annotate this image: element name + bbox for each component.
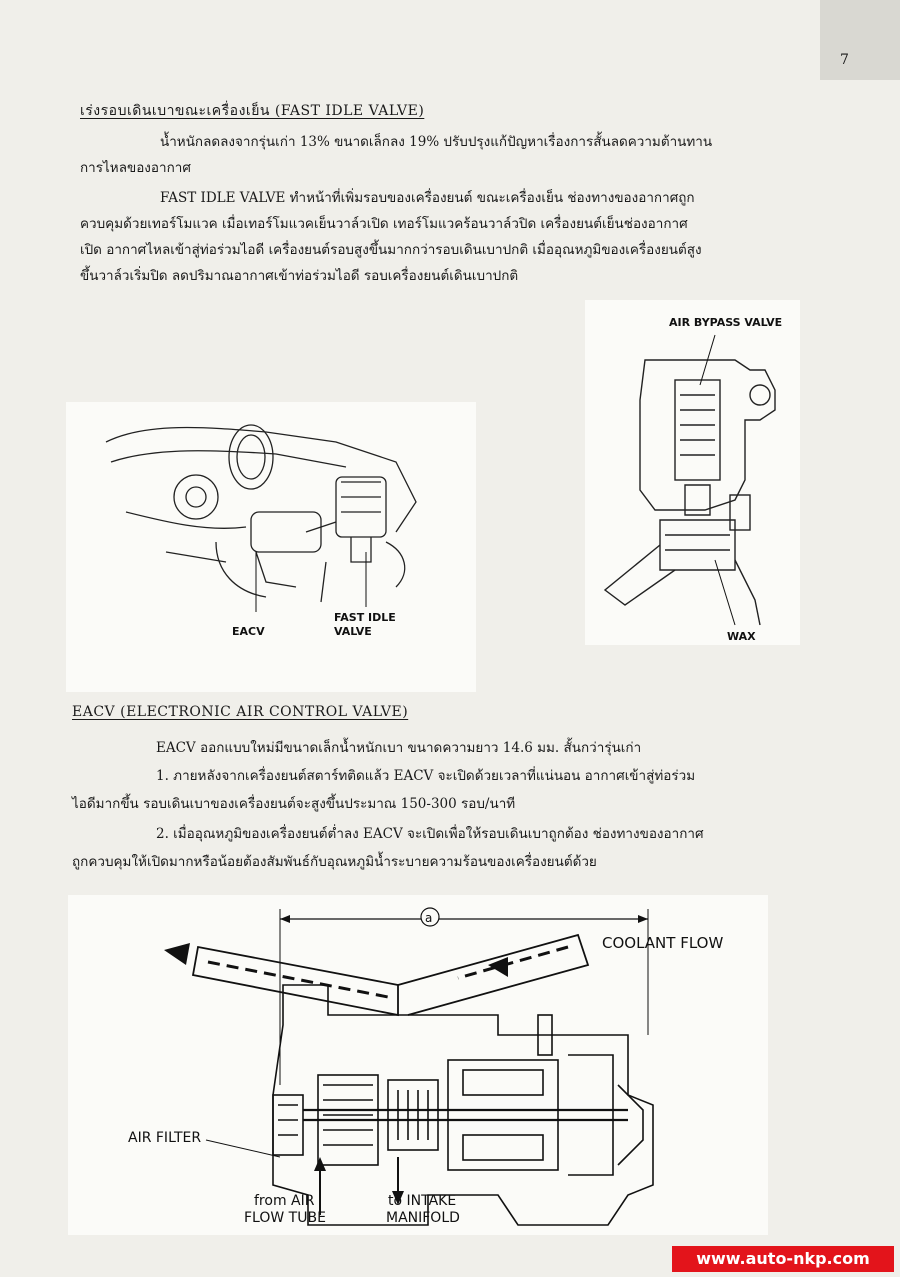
eacv-cross-section-figure — [68, 895, 768, 1235]
air-bypass-valve-figure — [585, 300, 800, 645]
eacv-label: EACV — [232, 625, 265, 638]
fast-idle-line-1: น้ำหนักลดลงจากรุ่นเก่า 13% ขนาดเล็กลง 19% ปรับปรุงแก้ปัญหาเรื่องการสั้นลดความต้านทาน — [160, 134, 713, 150]
eacv-line-2: 1. ภายหลังจากเครื่องยนต์สตาร์ทติดแล้ว EACV จะเปิดด้วยเวลาที่แน่นอน อากาศเข้าสู่ท่อร่วม — [156, 768, 696, 784]
to-intake-label-2: MANIFOLD — [386, 1210, 460, 1226]
air-bypass-label: AIR BYPASS VALVE — [669, 316, 783, 329]
eacv-line-4: 2. เมื่ออุณหภูมิของเครื่องยนต์ต่ำลง EACV จะเปิดเพื่อให้รอบเดินเบาถูกต้อง ช่องทางของอากาศ — [156, 826, 704, 842]
air-bypass-valve-drawing — [585, 300, 800, 645]
fast-idle-label-1: FAST IDLE — [334, 611, 396, 624]
eacv-cross-section-drawing — [68, 895, 768, 1235]
fast-idle-line-2: การไหลของอากาศ — [80, 160, 191, 176]
fast-idle-line-4: ควบคุมด้วยเทอร์โมแวค เมื่อเทอร์โมแวคเย็นวาล์วเปิด เทอร์โมแวคร้อนวาล์วปิด เครื่องยนต์เย็นช่องอากาศ — [80, 216, 688, 232]
eacv-heading: EACV (ELECTRONIC AIR CONTROL VALVE) — [72, 704, 409, 720]
from-air-label-1: from AIR — [254, 1193, 315, 1209]
fast-idle-line-5: เปิด อากาศไหลเข้าสู่ท่อร่วมไอดี เครื่องยนต์รอบสูงขึ้นมากกว่ารอบเดินเบาปกติ เมื่ออุณหภูมิของเครื่องยนต์สูง — [80, 242, 702, 258]
coolant-out-arrow — [164, 943, 190, 965]
eacv-line-3: ไอดีมากขึ้น รอบเดินเบาของเครื่องยนต์จะสูงขึ้นประมาณ 150-300 รอบ/นาที — [72, 796, 516, 812]
fast-idle-line-6: ขึ้นวาล์วเริ่มปิด ลดปริมาณอากาศเข้าท่อร่วมไอดี รอบเครื่องยนต์เดินเบาปกติ — [80, 268, 519, 284]
from-air-label-2: FLOW TUBE — [244, 1210, 326, 1226]
fast-idle-line-3: FAST IDLE VALVE ทำหน้าที่เพิ่มรอบของเครื่องยนต์ ขณะเครื่องเย็น ช่องทางของอากาศถูก — [160, 190, 695, 206]
air-filter-label: AIR FILTER — [128, 1130, 202, 1146]
engine-bay-figure — [66, 402, 476, 692]
fast-idle-heading: เร่งรอบเดินเบาขณะเครื่องเย็น (FAST IDLE VALVE) — [80, 103, 425, 119]
dimension-a-label: a — [425, 911, 433, 925]
eacv-line-1: EACV ออกแบบใหม่มีขนาดเล็กน้ำหนักเบา ขนาดความยาว 14.6 มม. สั้นกว่ารุ่นเก่า — [156, 740, 642, 756]
eacv-line-5: ถูกควบคุมให้เปิดมากหรือน้อยต้องสัมพันธ์กับอุณหภูมิน้ำระบายความร้อนของเครื่องยนต์ด้วย — [72, 854, 597, 870]
website-watermark: www.auto-nkp.com — [672, 1246, 894, 1272]
wax-label: WAX — [727, 630, 756, 643]
page-edge-shadow — [820, 0, 900, 80]
page-number: 7 — [840, 52, 849, 68]
fast-idle-label-2: VALVE — [334, 625, 372, 638]
coolant-flow-label: COOLANT FLOW — [602, 934, 724, 952]
to-intake-label-1: to INTAKE — [388, 1193, 457, 1209]
air-in-arrow — [314, 1157, 326, 1171]
engine-bay-drawing — [66, 402, 476, 692]
